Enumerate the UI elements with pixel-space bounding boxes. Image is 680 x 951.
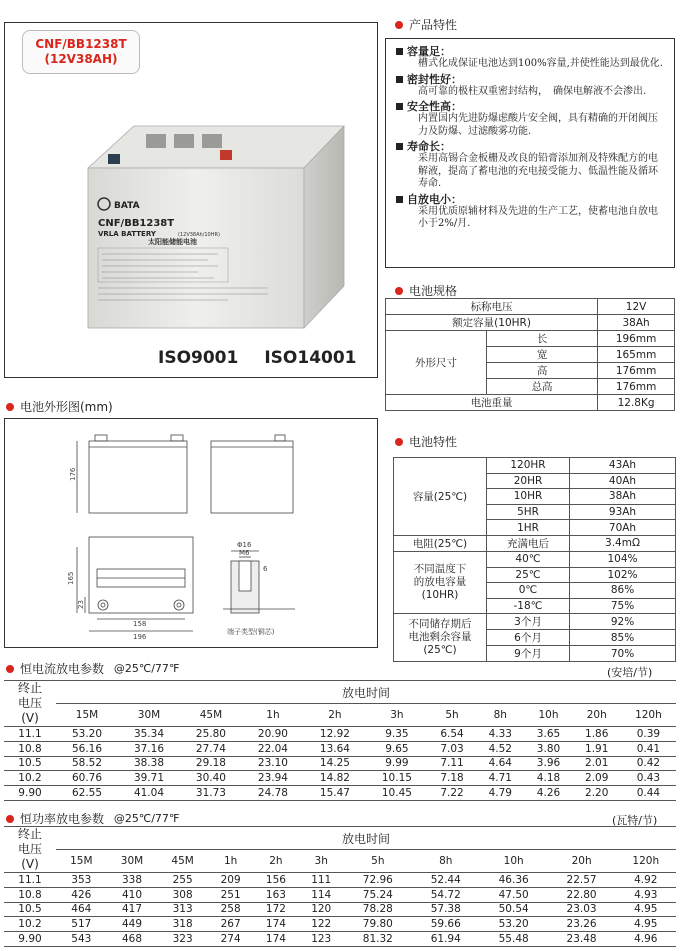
value-cell: 24.78 (242, 786, 304, 801)
bullet-dot-icon (395, 438, 403, 446)
value-cell: 156 (253, 873, 298, 888)
char-sublabel: 20HR (487, 473, 570, 489)
value-cell: 62.55 (56, 786, 118, 801)
spec-value: 12V (598, 299, 675, 315)
value-cell: 4.95 (616, 917, 676, 932)
table-row (4, 786, 676, 801)
dimension-drawing (5, 419, 377, 647)
value-cell: 4.71 (476, 771, 524, 786)
value-cell: 81.32 (344, 932, 412, 947)
value-cell: 37.16 (118, 741, 180, 756)
value-cell: 251 (208, 887, 253, 902)
dim-height: 176 (69, 467, 77, 481)
char-value: 70Ah (570, 520, 676, 536)
value-cell: 4.92 (616, 873, 676, 888)
char-value: 86% (570, 583, 676, 599)
voltage-cell: 10.5 (4, 756, 56, 771)
value-cell: 9.65 (366, 741, 428, 756)
value-cell: 0.43 (621, 771, 676, 786)
value-cell: 56.16 (56, 741, 118, 756)
value-cell: 274 (208, 932, 253, 947)
value-cell: 46.36 (480, 873, 548, 888)
char-sublabel: 0℃ (487, 583, 570, 599)
voltage-cell: 10.2 (4, 771, 56, 786)
spec-value: 38Ah (598, 315, 675, 331)
value-cell: 4.33 (476, 727, 524, 742)
value-cell: 0.39 (621, 727, 676, 742)
table-row (4, 741, 676, 756)
value-cell: 6.54 (428, 727, 476, 742)
battery-image (68, 120, 348, 332)
value-cell: 25.80 (180, 727, 242, 742)
cc-voltage-head: 终止 电压 (V) (4, 681, 56, 727)
value-cell: 111 (299, 873, 344, 888)
value-cell: 114 (299, 887, 344, 902)
dimension-title: 电池外形图(mm) (6, 398, 113, 415)
char-sublabel: 1HR (487, 520, 570, 536)
value-cell: 53.20 (480, 917, 548, 932)
value-cell: 12.92 (304, 727, 366, 742)
cp-title: 恒功率放电参数 @25℃/77℉ (6, 810, 179, 827)
char-sublabel: 120HR (487, 458, 570, 474)
value-cell: 4.95 (616, 902, 676, 917)
dimension-box (4, 418, 378, 648)
cc-unit: (安培/节) (607, 666, 653, 679)
cc-title: 恒电流放电参数 @25℃/77℉ (6, 660, 179, 677)
certification-row (158, 348, 383, 368)
value-cell: 4.18 (524, 771, 572, 786)
value-cell: 2.01 (573, 756, 621, 771)
voltage-cell: 11.1 (4, 873, 56, 888)
terminal-diameter: Φ16 (237, 541, 252, 549)
table-row (4, 727, 676, 742)
char-value: 104% (570, 551, 676, 567)
value-cell: 3.80 (524, 741, 572, 756)
char-value: 92% (570, 614, 676, 630)
value-cell: 0.42 (621, 756, 676, 771)
features-box (385, 38, 675, 268)
square-bullet-icon (396, 103, 403, 110)
cp-unit: (瓦特/节) (612, 814, 658, 827)
char-value: 40Ah (570, 473, 676, 489)
table-row (4, 771, 676, 786)
value-cell: 163 (253, 887, 298, 902)
spec-value: 176mm (598, 363, 675, 379)
value-cell: 308 (157, 887, 208, 902)
value-cell: 9.35 (366, 727, 428, 742)
char-value: 85% (570, 630, 676, 646)
terminal-caption: 端子类型(铜芯) (227, 628, 275, 636)
value-cell: 27.74 (180, 741, 242, 756)
value-cell: 174 (253, 932, 298, 947)
char-label: 不同温度下 的放电容量 (10HR) (394, 551, 487, 613)
value-cell: 255 (157, 873, 208, 888)
bullet-dot-icon (6, 403, 14, 411)
char-sublabel: -18℃ (487, 598, 570, 614)
value-cell: 464 (56, 902, 107, 917)
square-bullet-icon (396, 48, 403, 55)
table-row (4, 756, 676, 771)
char-value: 75% (570, 598, 676, 614)
value-cell: 58.52 (56, 756, 118, 771)
value-cell: 2.09 (573, 771, 621, 786)
char-value: 43Ah (570, 458, 676, 474)
spec-label: 标称电压 (386, 299, 598, 315)
value-cell: 353 (56, 873, 107, 888)
value-cell: 35.34 (118, 727, 180, 742)
value-cell: 20.90 (242, 727, 304, 742)
feature-item: 寿命长： 采用高锡合金板栅及改良的铅膏添加剂及特殊配方的电解液，提高了蓄电池的充电接受能力、低温性能及循环寿命. (396, 140, 666, 191)
char-value: 3.4mΩ (570, 535, 676, 551)
value-cell: 468 (107, 932, 158, 947)
value-cell: 209 (208, 873, 253, 888)
char-sublabel: 6个月 (487, 630, 570, 646)
bullet-dot-icon (6, 815, 14, 823)
cp-column-row: 15M 30M 45M 1h 2h 3h 5h 8h 10h 20h 120h (4, 850, 676, 873)
bullet-dot-icon (6, 665, 14, 673)
value-cell: 23.94 (242, 771, 304, 786)
features-title: 产品特性 (395, 16, 457, 33)
spec-sublabel: 总高 (487, 379, 598, 395)
value-cell: 61.94 (412, 932, 480, 947)
value-cell: 1.91 (573, 741, 621, 756)
char-value: 38Ah (570, 489, 676, 505)
voltage-cell: 10.8 (4, 887, 56, 902)
value-cell: 10.15 (366, 771, 428, 786)
value-cell: 10.45 (366, 786, 428, 801)
terminal-height: 6 (263, 565, 268, 573)
value-cell: 60.76 (56, 771, 118, 786)
char-sublabel: 25℃ (487, 567, 570, 583)
value-cell: 39.71 (118, 771, 180, 786)
voltage-cell: 11.1 (4, 727, 56, 742)
cc-table (4, 680, 676, 801)
value-cell: 47.50 (480, 887, 548, 902)
value-cell: 172 (253, 902, 298, 917)
table-row (4, 932, 676, 947)
value-cell: 22.80 (548, 887, 616, 902)
dim-width: 196 (133, 633, 147, 641)
char-label: 不同储存期后 电池剩余容量 (25℃) (394, 614, 487, 662)
value-cell: 7.03 (428, 741, 476, 756)
feature-item: 安全性高： 内置国内先进防爆虑酸片安全阀，具有精确的开闭阀压力及防爆、过滤酸雾功能. (396, 100, 666, 138)
value-cell: 78.28 (344, 902, 412, 917)
cert-iso14001: ISO14001 (264, 348, 357, 368)
model-name: CNF/BB1238T (35, 37, 127, 51)
value-cell: 38.38 (118, 756, 180, 771)
spec-label: 电池重量 (386, 395, 598, 411)
cp-table (4, 826, 676, 947)
value-cell: 4.96 (616, 932, 676, 947)
dim-width-inner: 158 (133, 620, 147, 628)
square-bullet-icon (396, 76, 403, 83)
value-cell: 9.99 (366, 756, 428, 771)
spec-sublabel: 高 (487, 363, 598, 379)
value-cell: 72.96 (344, 873, 412, 888)
spec-value: 12.8Kg (598, 395, 675, 411)
feature-item: 自放电小： 采用优质原辅材料及先进的生产工艺，使蓄电池自放电小于2%/月. (396, 193, 666, 231)
spec-value: 196mm (598, 331, 675, 347)
value-cell: 338 (107, 873, 158, 888)
bullet-dot-icon (395, 287, 403, 295)
value-cell: 14.82 (304, 771, 366, 786)
battery-cn-label: 太阳能储能电池 (148, 238, 197, 246)
cp-table-body (4, 873, 676, 947)
value-cell: 410 (107, 887, 158, 902)
table-row (4, 902, 676, 917)
value-cell: 517 (56, 917, 107, 932)
char-sublabel: 40℃ (487, 551, 570, 567)
value-cell: 7.11 (428, 756, 476, 771)
dim-height2: 165 (67, 571, 75, 585)
value-cell: 417 (107, 902, 158, 917)
feature-item: 容量足： 槽式化成保证电池达到100%容量,并使性能达到最优化. (396, 45, 666, 71)
value-cell: 313 (157, 902, 208, 917)
value-cell: 55.48 (480, 932, 548, 947)
char-sublabel: 5HR (487, 504, 570, 520)
specs-table (385, 298, 675, 411)
value-cell: 41.04 (118, 786, 180, 801)
voltage-cell: 9.90 (4, 932, 56, 947)
cc-time-head: 放电时间 (56, 681, 676, 704)
cc-column-row: 15M 30M 45M 1h 2h 3h 5h 8h 10h 20h 120h (4, 704, 676, 727)
value-cell: 59.66 (412, 917, 480, 932)
value-cell: 174 (253, 917, 298, 932)
value-cell: 75.24 (344, 887, 412, 902)
cp-voltage-head: 终止 电压 (V) (4, 827, 56, 873)
char-label: 容量(25℃) (394, 458, 487, 536)
value-cell: 0.44 (621, 786, 676, 801)
value-cell: 258 (208, 902, 253, 917)
specs-title: 电池规格 (395, 282, 457, 299)
cp-time-head: 放电时间 (56, 827, 676, 850)
value-cell: 14.25 (304, 756, 366, 771)
char-sublabel: 9个月 (487, 646, 570, 662)
value-cell: 7.18 (428, 771, 476, 786)
voltage-cell: 10.8 (4, 741, 56, 756)
characteristics-title: 电池特性 (395, 433, 457, 450)
spec-sublabel: 宽 (487, 347, 598, 363)
char-sublabel: 充满电后 (487, 535, 570, 551)
value-cell: 23.03 (548, 902, 616, 917)
spec-sublabel: 长 (487, 331, 598, 347)
table-row (4, 887, 676, 902)
cert-iso9001: ISO9001 (158, 348, 239, 368)
char-label: 电阻(25℃) (394, 535, 487, 551)
value-cell: 3.96 (524, 756, 572, 771)
battery-model-label: CNF/BB1238T (98, 218, 175, 229)
char-value: 102% (570, 567, 676, 583)
value-cell: 13.64 (304, 741, 366, 756)
model-badge (22, 30, 140, 74)
value-cell: 123 (299, 932, 344, 947)
battery-sub-label: (12V38Ah/10HR) (178, 232, 220, 238)
voltage-cell: 10.5 (4, 902, 56, 917)
value-cell: 29.18 (180, 756, 242, 771)
value-cell: 57.38 (412, 902, 480, 917)
value-cell: 53.20 (56, 727, 118, 742)
voltage-cell: 10.2 (4, 917, 56, 932)
value-cell: 4.79 (476, 786, 524, 801)
value-cell: 23.10 (242, 756, 304, 771)
spec-label: 额定容量(10HR) (386, 315, 598, 331)
dim-small: 23 (77, 600, 85, 609)
value-cell: 7.22 (428, 786, 476, 801)
value-cell: 3.65 (524, 727, 572, 742)
spec-label: 外形尺寸 (386, 331, 487, 395)
value-cell: 426 (56, 887, 107, 902)
value-cell: 318 (157, 917, 208, 932)
value-cell: 22.57 (548, 873, 616, 888)
value-cell: 23.26 (548, 917, 616, 932)
model-spec: (12V38AH) (44, 52, 118, 66)
value-cell: 4.64 (476, 756, 524, 771)
value-cell: 323 (157, 932, 208, 947)
value-cell: 22.04 (242, 741, 304, 756)
battery-brand: BATA (114, 201, 140, 211)
value-cell: 543 (56, 932, 107, 947)
value-cell: 0.41 (621, 741, 676, 756)
feature-item: 密封性好： 高可靠的极柱双重密封结构， 确保电解液不会渗出. (396, 73, 666, 99)
value-cell: 267 (208, 917, 253, 932)
table-row (4, 873, 676, 888)
battery-type-label: VRLA BATTERY (98, 230, 156, 238)
char-sublabel: 10HR (487, 489, 570, 505)
table-row (4, 917, 676, 932)
value-cell: 52.44 (412, 873, 480, 888)
square-bullet-icon (396, 196, 403, 203)
value-cell: 4.26 (524, 786, 572, 801)
value-cell: 449 (107, 917, 158, 932)
value-cell: 23.48 (548, 932, 616, 947)
char-value: 93Ah (570, 504, 676, 520)
value-cell: 122 (299, 917, 344, 932)
value-cell: 4.93 (616, 887, 676, 902)
value-cell: 4.52 (476, 741, 524, 756)
bullet-dot-icon (395, 21, 403, 29)
char-value: 70% (570, 646, 676, 662)
characteristics-table (393, 457, 676, 662)
terminal-thread: M6 (239, 549, 250, 557)
voltage-cell: 9.90 (4, 786, 56, 801)
value-cell: 54.72 (412, 887, 480, 902)
spec-value: 176mm (598, 379, 675, 395)
value-cell: 31.73 (180, 786, 242, 801)
cc-table-body (4, 727, 676, 801)
value-cell: 50.54 (480, 902, 548, 917)
value-cell: 15.47 (304, 786, 366, 801)
square-bullet-icon (396, 143, 403, 150)
spec-value: 165mm (598, 347, 675, 363)
value-cell: 1.86 (573, 727, 621, 742)
value-cell: 2.20 (573, 786, 621, 801)
value-cell: 79.80 (344, 917, 412, 932)
value-cell: 120 (299, 902, 344, 917)
char-sublabel: 3个月 (487, 614, 570, 630)
value-cell: 30.40 (180, 771, 242, 786)
